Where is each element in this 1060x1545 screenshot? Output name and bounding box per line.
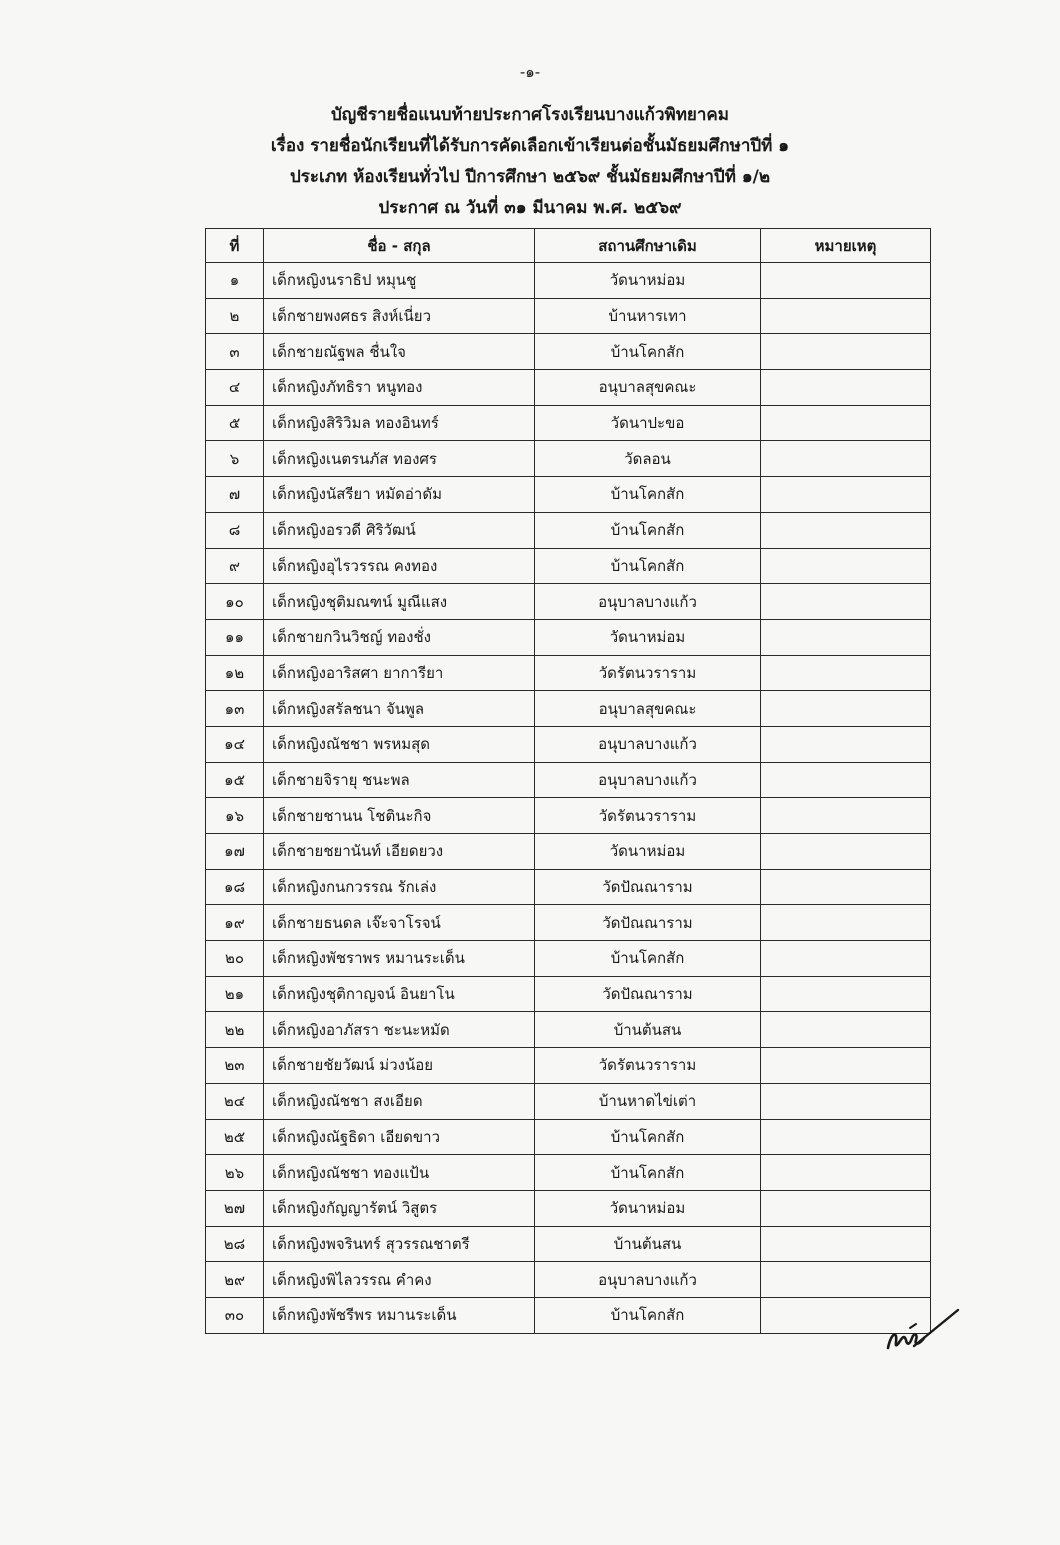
table-row bbox=[206, 976, 931, 1012]
previous-school: อนุบาลสุขคณะ bbox=[535, 370, 761, 406]
previous-school: บ้านต้นสน bbox=[535, 1012, 761, 1048]
note-cell bbox=[761, 477, 931, 513]
previous-school: วัดรัตนวราราม bbox=[535, 1048, 761, 1084]
row-number: ๒๐ bbox=[206, 941, 264, 977]
student-name: เด็กหญิงพัชรีพร หมานระเด็น bbox=[264, 1297, 535, 1333]
previous-school: วัดนาหม่อม bbox=[535, 1190, 761, 1226]
row-number: ๑๘ bbox=[206, 869, 264, 905]
table-row bbox=[206, 1119, 931, 1155]
note-cell bbox=[761, 1226, 931, 1262]
table-row bbox=[206, 941, 931, 977]
previous-school: วัดลอน bbox=[535, 441, 761, 477]
note-cell bbox=[761, 619, 931, 655]
table-row bbox=[206, 1048, 931, 1084]
row-number: ๒๖ bbox=[206, 1155, 264, 1191]
student-name: เด็กหญิงภัทธิรา หนูทอง bbox=[264, 370, 535, 406]
student-name: เด็กชายพงศธร สิงห์เนี่ยว bbox=[264, 298, 535, 334]
previous-school: บ้านโคกสัก bbox=[535, 548, 761, 584]
header-note: หมายเหตุ bbox=[761, 229, 931, 263]
table-row bbox=[206, 441, 931, 477]
table-row bbox=[206, 762, 931, 798]
note-cell bbox=[761, 1083, 931, 1119]
note-cell bbox=[761, 1190, 931, 1226]
student-name: เด็กชายธนดล เจ๊ะจาโรจน์ bbox=[264, 905, 535, 941]
previous-school: อนุบาลสุขคณะ bbox=[535, 691, 761, 727]
note-cell bbox=[761, 334, 931, 370]
row-number: ๒๑ bbox=[206, 976, 264, 1012]
table-row bbox=[206, 405, 931, 441]
title-line-4: ประกาศ ณ วันที่ ๓๑ มีนาคม พ.ศ. ๒๕๖๙ bbox=[378, 198, 682, 218]
row-number: ๒๙ bbox=[206, 1262, 264, 1298]
previous-school: วัดปัณณาราม bbox=[535, 976, 761, 1012]
table-row bbox=[206, 548, 931, 584]
row-number: ๒๔ bbox=[206, 1083, 264, 1119]
table-row bbox=[206, 512, 931, 548]
note-cell bbox=[761, 976, 931, 1012]
table-row bbox=[206, 726, 931, 762]
table-row bbox=[206, 1262, 931, 1298]
student-name: เด็กหญิงณัชชา ทองแป้น bbox=[264, 1155, 535, 1191]
student-name: เด็กชายชยานันท์ เอียดยวง bbox=[264, 834, 535, 870]
table-row bbox=[206, 263, 931, 299]
student-name: เด็กหญิงอาริสศา ยาการียา bbox=[264, 655, 535, 691]
row-number: ๑๒ bbox=[206, 655, 264, 691]
previous-school: บ้านโคกสัก bbox=[535, 1155, 761, 1191]
row-number: ๗ bbox=[206, 477, 264, 513]
previous-school: อนุบาลบางแก้ว bbox=[535, 584, 761, 620]
student-name: เด็กหญิงณัฐธิดา เอียดขาว bbox=[264, 1119, 535, 1155]
row-number: ๑๐ bbox=[206, 584, 264, 620]
signature bbox=[880, 1298, 965, 1358]
student-name: เด็กชายจิรายุ ชนะพล bbox=[264, 762, 535, 798]
note-cell bbox=[761, 726, 931, 762]
table-row bbox=[206, 1083, 931, 1119]
student-name: เด็กหญิงอุไรวรรณ คงทอง bbox=[264, 548, 535, 584]
student-name: เด็กหญิงพัชราพร หมานระเด็น bbox=[264, 941, 535, 977]
table-header-row bbox=[206, 229, 931, 263]
note-cell bbox=[761, 584, 931, 620]
previous-school: วัดนาปะขอ bbox=[535, 405, 761, 441]
student-name: เด็กหญิงชุติกาญจน์ อินยาโน bbox=[264, 976, 535, 1012]
note-cell bbox=[761, 691, 931, 727]
student-list-table bbox=[205, 228, 931, 1334]
note-cell bbox=[761, 1048, 931, 1084]
student-name: เด็กชายชานน โชตินะกิจ bbox=[264, 798, 535, 834]
note-cell bbox=[761, 405, 931, 441]
note-cell bbox=[761, 655, 931, 691]
row-number: ๑๙ bbox=[206, 905, 264, 941]
table-row bbox=[206, 370, 931, 406]
note-cell bbox=[761, 1012, 931, 1048]
student-name: เด็กชายชัยวัฒน์ ม่วงน้อย bbox=[264, 1048, 535, 1084]
row-number: ๓ bbox=[206, 334, 264, 370]
student-name: เด็กหญิงพิไลวรรณ คำคง bbox=[264, 1262, 535, 1298]
previous-school: อนุบาลบางแก้ว bbox=[535, 726, 761, 762]
table-row bbox=[206, 798, 931, 834]
note-cell bbox=[761, 1119, 931, 1155]
previous-school: อนุบาลบางแก้ว bbox=[535, 1262, 761, 1298]
table-row bbox=[206, 1155, 931, 1191]
student-name: เด็กหญิงกัญญารัตน์ วิสูตร bbox=[264, 1190, 535, 1226]
note-cell bbox=[761, 548, 931, 584]
previous-school: วัดปัณณาราม bbox=[535, 905, 761, 941]
student-name: เด็กหญิงณัชชา พรหมสุด bbox=[264, 726, 535, 762]
table-row bbox=[206, 477, 931, 513]
row-number: ๙ bbox=[206, 548, 264, 584]
student-name: เด็กหญิงอาภัสรา ชะนะหมัด bbox=[264, 1012, 535, 1048]
previous-school: บ้านโคกสัก bbox=[535, 512, 761, 548]
row-number: ๑๖ bbox=[206, 798, 264, 834]
row-number: ๒๓ bbox=[206, 1048, 264, 1084]
table-row bbox=[206, 1012, 931, 1048]
table-row bbox=[206, 584, 931, 620]
row-number: ๑๕ bbox=[206, 762, 264, 798]
document-title bbox=[0, 100, 1060, 224]
title-line-3: ประเภท ห้องเรียนทั่วไป ปีการศึกษา ๒๕๖๙ ชั้นมัธยมศึกษาปีที่ ๑/๒ bbox=[289, 167, 771, 187]
note-cell bbox=[761, 1262, 931, 1298]
row-number: ๒๘ bbox=[206, 1226, 264, 1262]
row-number: ๑ bbox=[206, 263, 264, 299]
row-number: ๒ bbox=[206, 298, 264, 334]
student-name: เด็กหญิงพจรินทร์ สุวรรณชาตรี bbox=[264, 1226, 535, 1262]
row-number: ๒๗ bbox=[206, 1190, 264, 1226]
row-number: ๑๓ bbox=[206, 691, 264, 727]
table-row bbox=[206, 1190, 931, 1226]
row-number: ๒๕ bbox=[206, 1119, 264, 1155]
table-row bbox=[206, 1297, 931, 1333]
student-name: เด็กหญิงณัชชา สงเอียด bbox=[264, 1083, 535, 1119]
table-row bbox=[206, 655, 931, 691]
student-name: เด็กหญิงสิริวิมล ทองอินทร์ bbox=[264, 405, 535, 441]
table-row bbox=[206, 869, 931, 905]
previous-school: บ้านหาดไข่เต่า bbox=[535, 1083, 761, 1119]
table-row bbox=[206, 619, 931, 655]
title-line-1: บัญชีรายชื่อแนบท้ายประกาศโรงเรียนบางแก้วพิทยาคม bbox=[331, 105, 729, 125]
student-name: เด็กชายกวินวิชญ์ ทองชั่ง bbox=[264, 619, 535, 655]
note-cell bbox=[761, 441, 931, 477]
table-row bbox=[206, 334, 931, 370]
row-number: ๑๑ bbox=[206, 619, 264, 655]
previous-school: บ้านโคกสัก bbox=[535, 334, 761, 370]
header-no: ที่ bbox=[206, 229, 264, 263]
page-number: -๑- bbox=[519, 63, 541, 81]
note-cell bbox=[761, 512, 931, 548]
row-number: ๓๐ bbox=[206, 1297, 264, 1333]
student-name: เด็กหญิงชุติมณฑน์ มูณีแสง bbox=[264, 584, 535, 620]
table-row bbox=[206, 1226, 931, 1262]
previous-school: บ้านโคกสัก bbox=[535, 1119, 761, 1155]
note-cell bbox=[761, 1155, 931, 1191]
row-number: ๘ bbox=[206, 512, 264, 548]
previous-school: อนุบาลบางแก้ว bbox=[535, 762, 761, 798]
previous-school: บ้านโคกสัก bbox=[535, 941, 761, 977]
header-name: ชื่อ - สกุล bbox=[264, 229, 535, 263]
note-cell bbox=[761, 869, 931, 905]
note-cell bbox=[761, 798, 931, 834]
student-name: เด็กหญิงกนกวรรณ รักเล่ง bbox=[264, 869, 535, 905]
title-line-2: เรื่อง รายชื่อนักเรียนที่ได้รับการคัดเลือกเข้าเรียนต่อชั้นมัธยมศึกษาปีที่ ๑ bbox=[270, 136, 790, 156]
row-number: ๒๒ bbox=[206, 1012, 264, 1048]
previous-school: วัดนาหม่อม bbox=[535, 834, 761, 870]
previous-school: บ้านโคกสัก bbox=[535, 1297, 761, 1333]
row-number: ๖ bbox=[206, 441, 264, 477]
note-cell bbox=[761, 834, 931, 870]
previous-school: บ้านหารเทา bbox=[535, 298, 761, 334]
note-cell bbox=[761, 263, 931, 299]
student-name: เด็กชายณัฐพล ชื่นใจ bbox=[264, 334, 535, 370]
note-cell bbox=[761, 941, 931, 977]
student-name: เด็กหญิงนราธิป หมุนชู bbox=[264, 263, 535, 299]
table-row bbox=[206, 298, 931, 334]
table-row bbox=[206, 691, 931, 727]
previous-school: วัดนาหม่อม bbox=[535, 263, 761, 299]
student-name: เด็กหญิงนัสรียา หมัดอ่าดัม bbox=[264, 477, 535, 513]
student-name: เด็กหญิงสรัลชนา จันพูล bbox=[264, 691, 535, 727]
previous-school: วัดรัตนวราราม bbox=[535, 798, 761, 834]
row-number: ๑๗ bbox=[206, 834, 264, 870]
previous-school: วัดรัตนวราราม bbox=[535, 655, 761, 691]
table-row bbox=[206, 834, 931, 870]
row-number: ๕ bbox=[206, 405, 264, 441]
previous-school: วัดปัณณาราม bbox=[535, 869, 761, 905]
student-name: เด็กหญิงอรวดี ศิริวัฒน์ bbox=[264, 512, 535, 548]
student-name: เด็กหญิงเนตรนภัส ทองศร bbox=[264, 441, 535, 477]
note-cell bbox=[761, 762, 931, 798]
row-number: ๑๔ bbox=[206, 726, 264, 762]
header-school: สถานศึกษาเดิม bbox=[535, 229, 761, 263]
previous-school: วัดนาหม่อม bbox=[535, 619, 761, 655]
note-cell bbox=[761, 298, 931, 334]
note-cell bbox=[761, 905, 931, 941]
previous-school: บ้านต้นสน bbox=[535, 1226, 761, 1262]
table-row bbox=[206, 905, 931, 941]
note-cell bbox=[761, 370, 931, 406]
previous-school: บ้านโคกสัก bbox=[535, 477, 761, 513]
row-number: ๔ bbox=[206, 370, 264, 406]
